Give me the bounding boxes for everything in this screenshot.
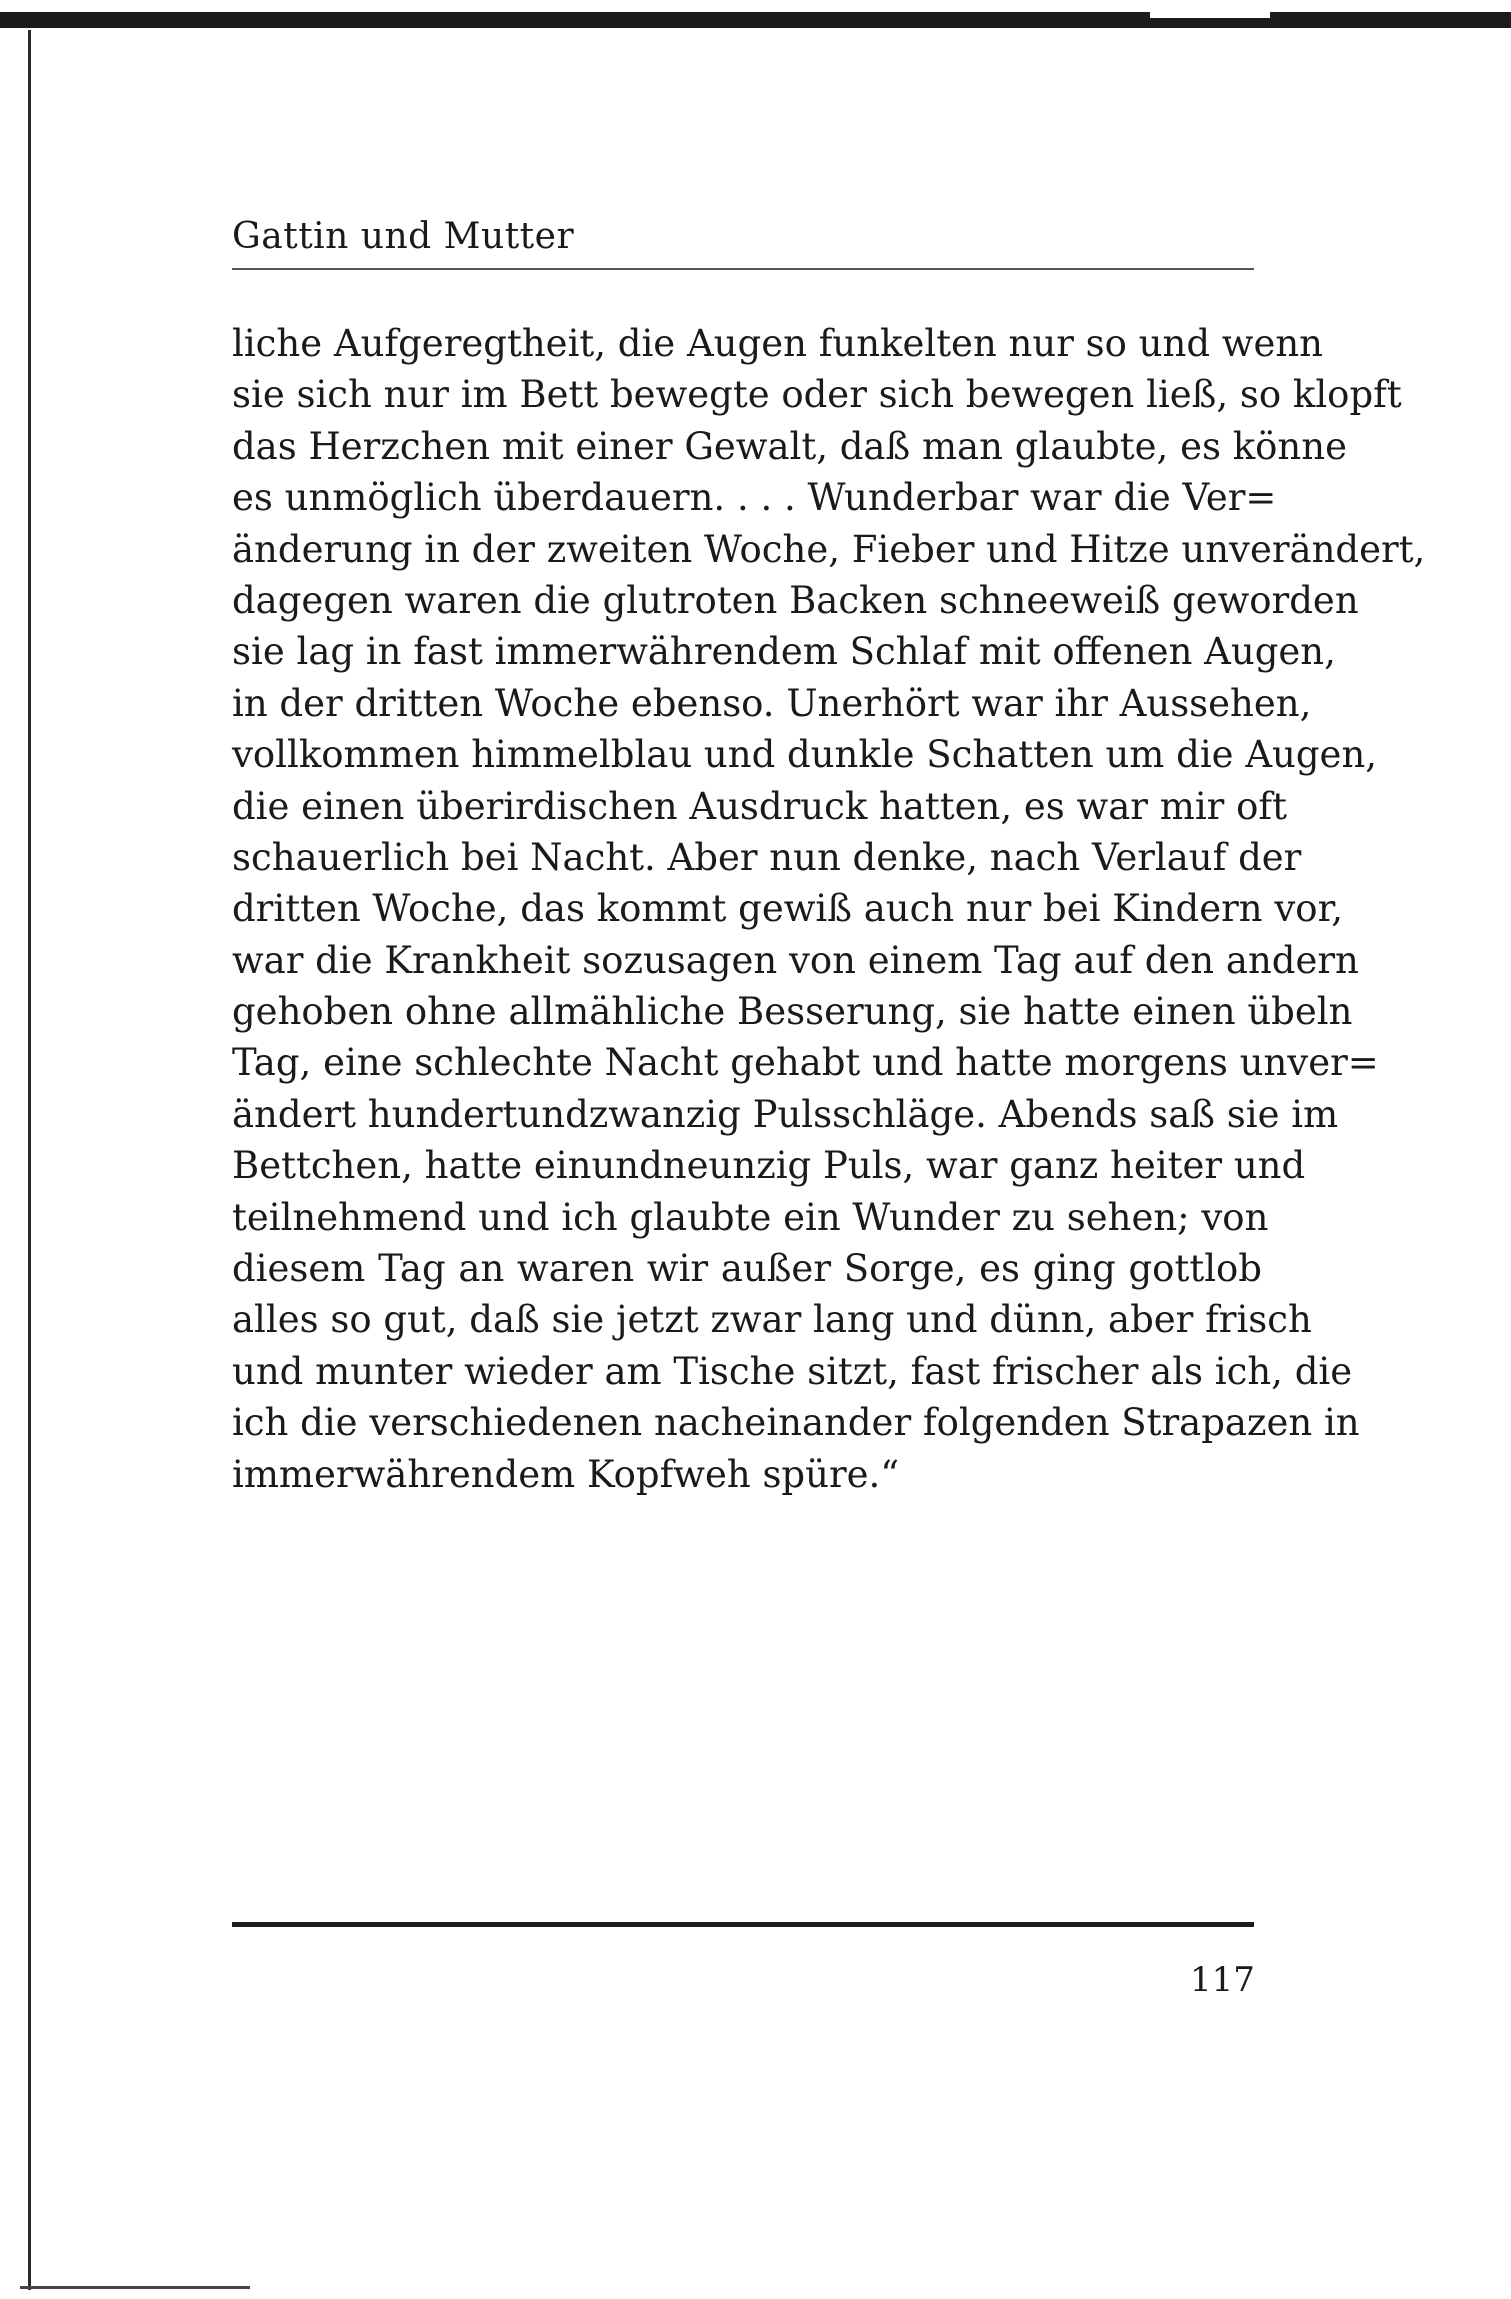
footer-rule bbox=[232, 1922, 1254, 1927]
text-line: in der dritten Woche ebenso. Unerhört war ihr Aussehen, bbox=[232, 681, 1312, 725]
text-line: die einen überirdischen Ausdruck hatten, es war mir oft bbox=[232, 784, 1287, 828]
text-line: war die Krankheit sozusagen von einem Tag auf den andern bbox=[232, 938, 1359, 982]
text-line: gehoben ohne allmähliche Besserung, sie hatte einen übeln bbox=[232, 990, 1353, 1034]
header-rule bbox=[232, 268, 1254, 270]
text-line: diesem Tag an waren wir außer Sorge, es ging gottlob bbox=[232, 1247, 1262, 1291]
page-number: 117 bbox=[1190, 1960, 1255, 2000]
scan-bottom-mark bbox=[20, 2286, 250, 2289]
running-head: Gattin und Mutter bbox=[232, 216, 575, 257]
scan-left-edge bbox=[28, 30, 31, 2290]
text-line: dagegen waren die glutroten Backen schneeweiß geworden bbox=[232, 578, 1359, 622]
text-line: ich die verschiedenen nacheinander folgenden Strapazen in bbox=[232, 1401, 1360, 1445]
text-line: das Herzchen mit einer Gewalt, daß man glaubte, es könne bbox=[232, 424, 1347, 468]
text-line: es unmöglich überdauern. . . . Wunderbar war die Ver= bbox=[232, 476, 1277, 520]
text-line: sie sich nur im Bett bewegte oder sich bewegen ließ, so klopft bbox=[232, 373, 1402, 417]
text-line: vollkommen himmelblau und dunkle Schatten um die Augen, bbox=[232, 733, 1378, 777]
text-line: sie lag in fast immerwährendem Schlaf mit offenen Augen, bbox=[232, 630, 1336, 674]
text-line: schauerlich bei Nacht. Aber nun denke, nach Verlauf der bbox=[232, 835, 1302, 879]
text-line: Tag, eine schlechte Nacht gehabt und hatte morgens unver= bbox=[232, 1041, 1379, 1085]
body-text bbox=[232, 318, 1426, 1500]
text-line: immerwährendem Kopfweh spüre.“ bbox=[232, 1452, 900, 1496]
text-line: alles so gut, daß sie jetzt zwar lang und dünn, aber frisch bbox=[232, 1298, 1312, 1342]
text-line: Bettchen, hatte einundneunzig Puls, war ganz heiter und bbox=[232, 1144, 1306, 1188]
text-line: änderung in der zweiten Woche, Fieber und Hitze unverändert, bbox=[232, 527, 1426, 571]
scan-top-notch bbox=[1150, 12, 1270, 18]
scan-top-edge bbox=[0, 12, 1511, 28]
text-line: dritten Woche, das kommt gewiß auch nur bei Kindern vor, bbox=[232, 887, 1343, 931]
text-line: liche Aufgeregtheit, die Augen funkelten nur so und wenn bbox=[232, 322, 1324, 365]
text-line: und munter wieder am Tische sitzt, fast frischer als ich, die bbox=[232, 1349, 1353, 1393]
text-line: ändert hundertundzwanzig Pulsschläge. Abends saß sie im bbox=[232, 1092, 1339, 1136]
text-line: teilnehmend und ich glaubte ein Wunder zu sehen; von bbox=[232, 1195, 1269, 1239]
